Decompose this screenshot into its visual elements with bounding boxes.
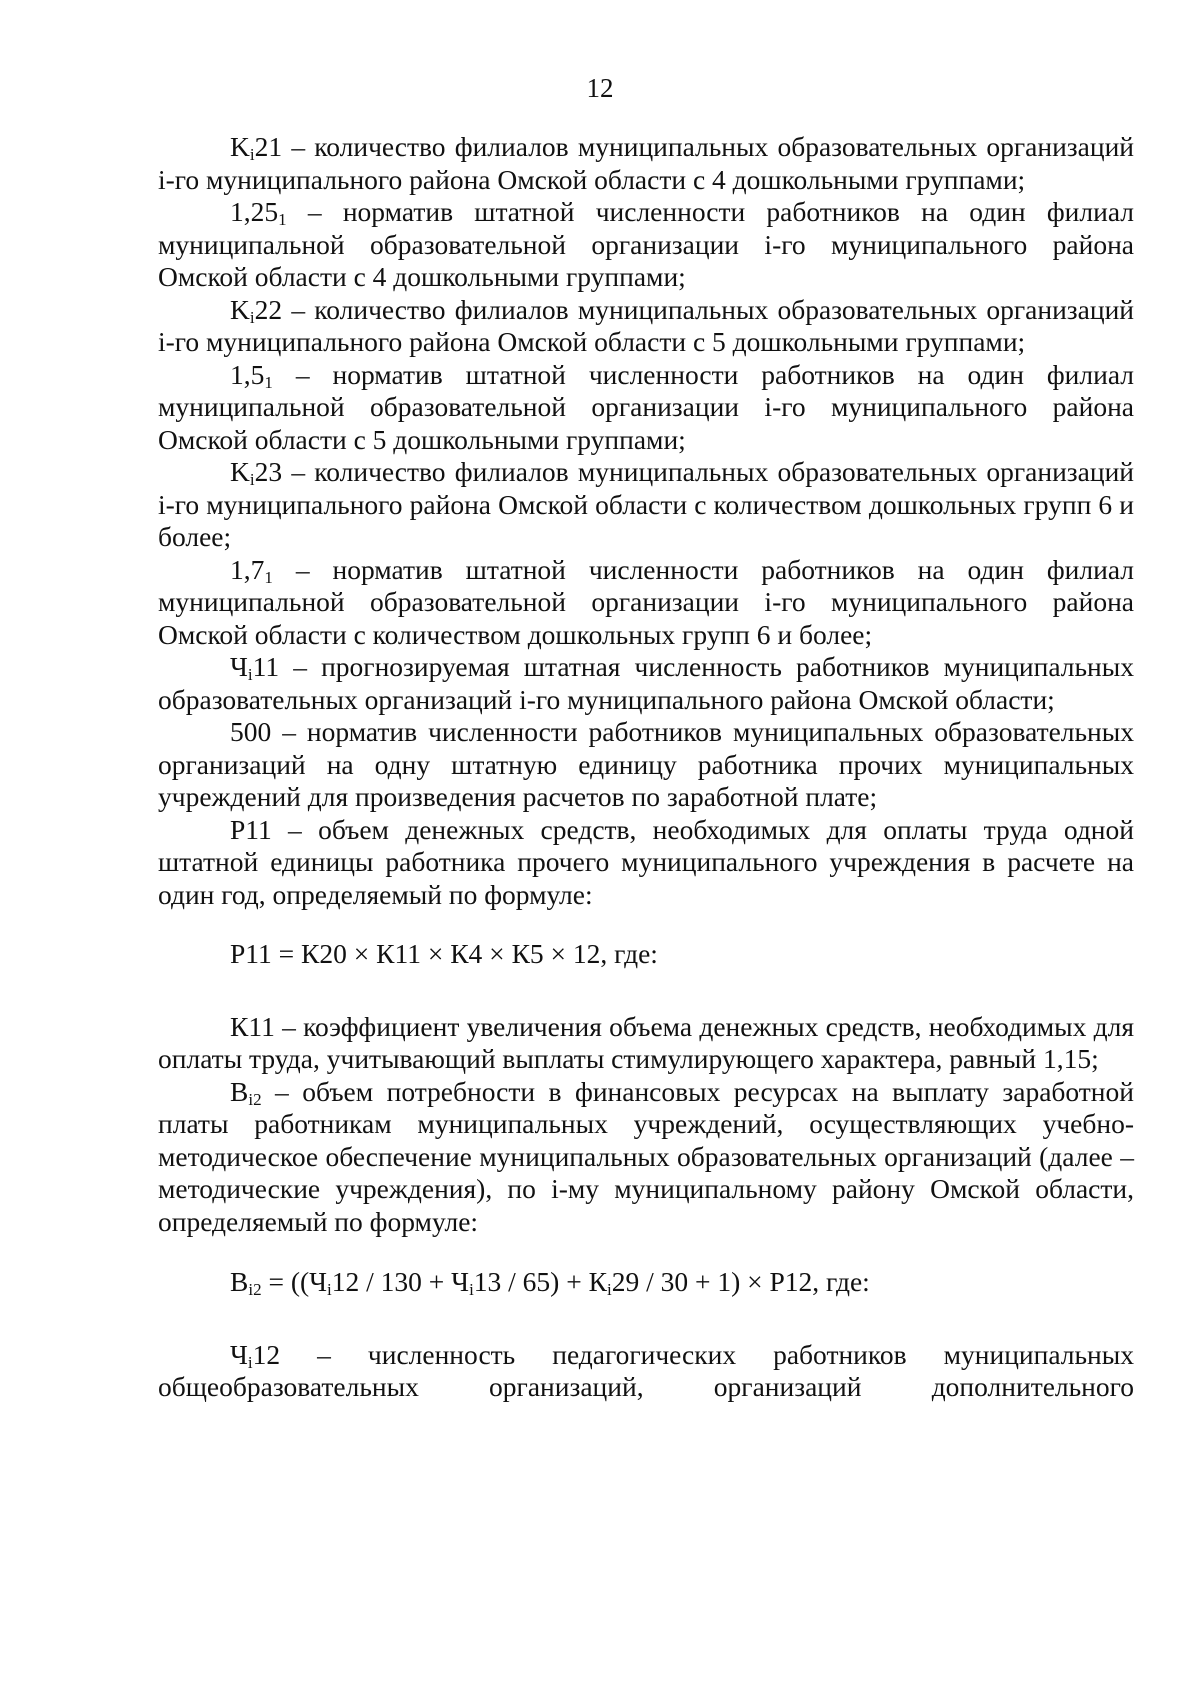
symbol: $K_i22$	[230, 293, 283, 327]
formula-p11: Р11 = К20 × К11 × К4 × К5 × 12, где:	[230, 938, 658, 969]
paragraph-norm-15: $1,5_1$ – норматив штатной численности работников на один филиал муниципальной образовательной организации i-го муниципального района Омской области с 5 дошкольными группами;	[158, 358, 1134, 455]
paragraph-chi11: $Ч_i11$ – прогнозируемая штатная численность работников муниципальных образовательных организаций i-го муниципального района Омской области;	[158, 651, 1134, 715]
paragraph-p11: Р11 – объем денежных средств, необходимых для оплаты труда одной штатной единицы работника прочего муниципального учреждения в расчете на один год, определяемый по формуле:	[158, 813, 1134, 910]
paragraph-norm-125: $1,25_1$ – норматив штатной численности работников на один филиал муниципальной образовательной организации i-го муниципального района Омской области с 4 дошкольными группами;	[158, 196, 1134, 292]
symbol: $K_i23$	[230, 456, 283, 489]
formula-bi2: $В_{i2} = ((Ч_i12 / 130 + Ч_i13 / 65) + К_i29 / 30 + 1) \times Р12$, где:	[230, 1266, 870, 1299]
symbol: $Ч_i11$	[230, 651, 280, 684]
symbol: $Ч_i12$	[230, 1338, 281, 1372]
paragraph-norm-17: $1,7_1$ – норматив штатной численности работников на один филиал муниципальной образовательной организации i-го муниципального района Омской области с количеством дошкольных групп 6 и более;	[158, 553, 1134, 650]
symbol: $В_{i2}$	[230, 1075, 262, 1109]
symbol: 500	[230, 716, 272, 747]
document-body	[158, 131, 1134, 1404]
paragraph-bi2: $В_{i2}$ – объем потребности в финансовых ресурсах на выплату заработной платы работникам муниципальных учреждений, осуществляющих учебно-методическое обеспечение муниципальных образовательных организаций (далее – методические учреждения), по i-му муниципальному району Омской области, определяемый по формуле:	[158, 1075, 1134, 1237]
symbol: $1,25_1$	[230, 196, 287, 229]
page-number: 12	[586, 73, 614, 103]
paragraph-ki21: $K_i21$ – количество филиалов муниципальных образовательных организаций i-го муниципального района Омской области с 4 дошкольными группами;	[158, 131, 1134, 195]
paragraph-ki22: $K_i22$ – количество филиалов муниципальных образовательных организаций i-го муниципального района Омской области с 5 дошкольными группами;	[158, 293, 1134, 357]
symbol: $1,7_1$	[230, 553, 273, 587]
symbol: Р11	[230, 813, 272, 845]
paragraph-norm-500: 500 – норматив численности работников муниципальных образовательных организаций на одну штатную единицу работника прочих муниципальных учреждений для произведения расчетов по заработной плате;	[158, 716, 1134, 812]
symbol: К11	[230, 1010, 275, 1042]
symbol: $K_i21$	[230, 131, 283, 164]
paragraph-chi12: $Ч_i12$ – численность педагогических работников муниципальных общеобразовательных организаций, организаций дополнительного	[158, 1338, 1134, 1402]
symbol: $1,5_1$	[230, 358, 273, 392]
paragraph-ki23: $K_i23$ – количество филиалов муниципальных образовательных организаций i-го муниципального района Омской области с количеством дошкольных групп 6 и более;	[158, 456, 1134, 552]
paragraph-k11: К11 – коэффициент увеличения объема денежных средств, необходимых для оплаты труда, учитывающий выплаты стимулирующего характера, равный 1,15;	[158, 1010, 1134, 1074]
